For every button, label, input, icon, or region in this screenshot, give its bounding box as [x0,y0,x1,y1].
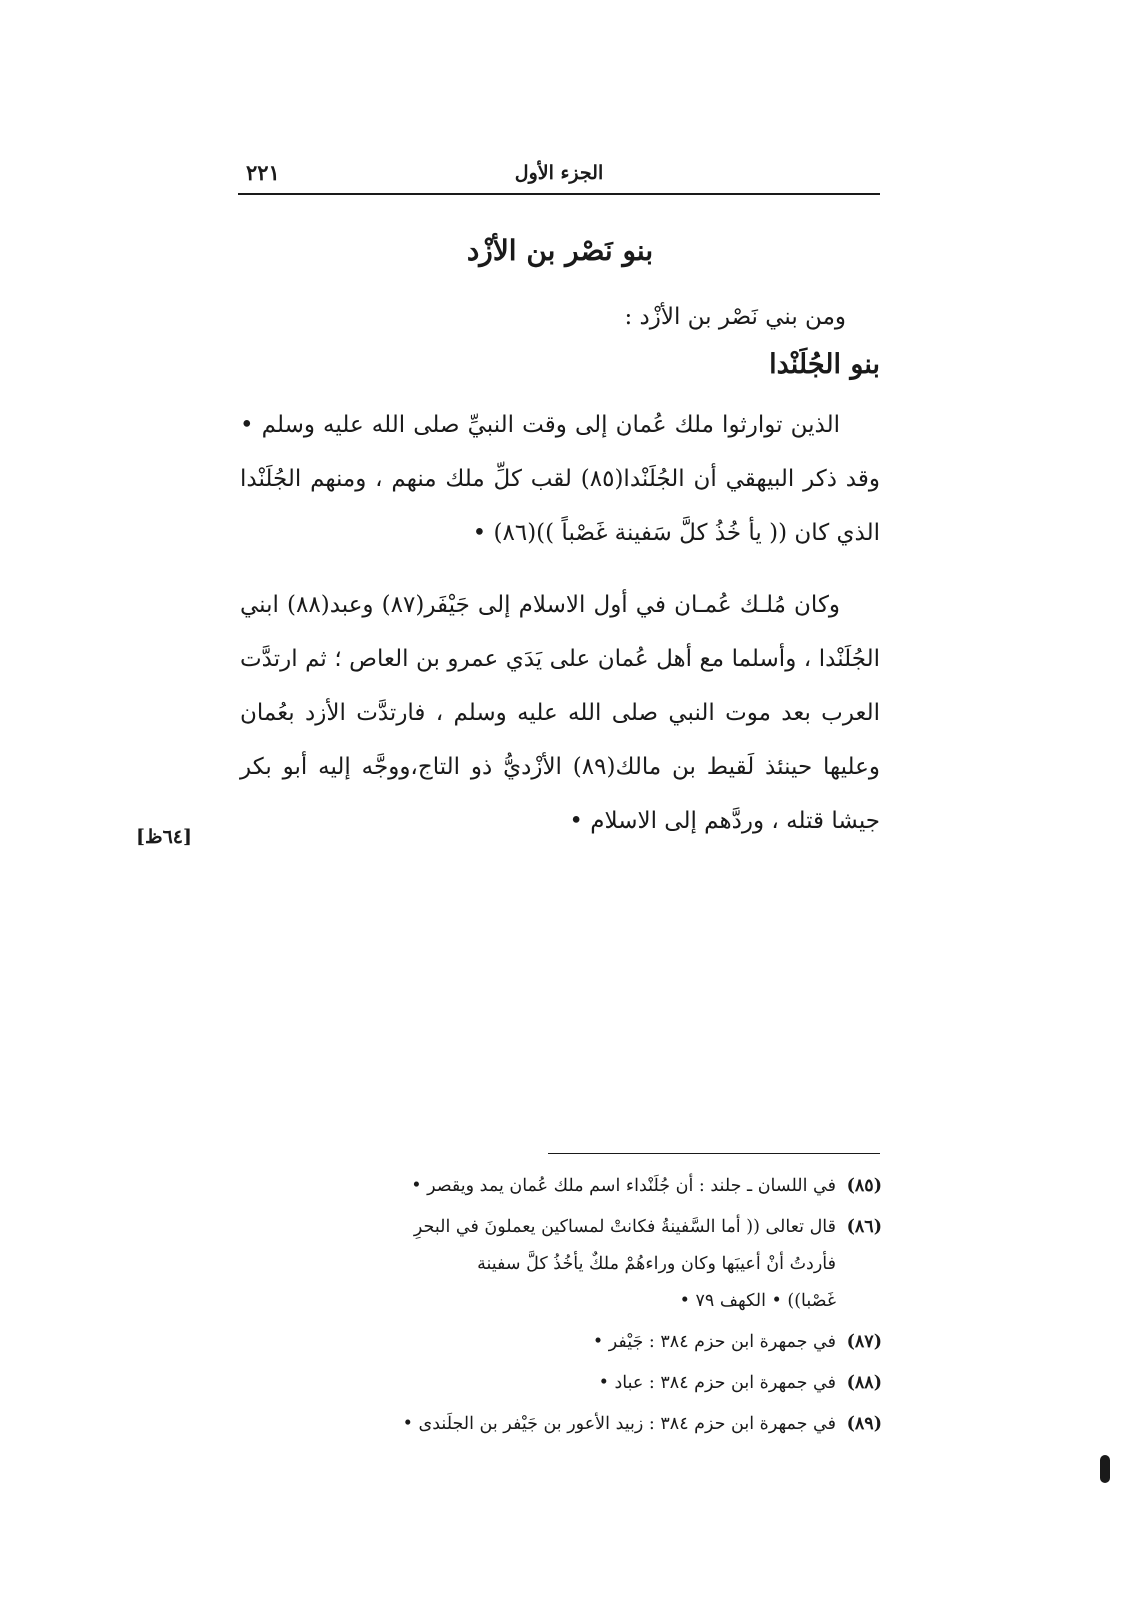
footnote-number: (٨٥) [846,1176,882,1196]
footnote-text [236,1324,836,1361]
intro-line: ومن بني نَصْر بن الأزْد : [624,304,846,330]
section-title: بنو نَصْر بن الأزْد [466,234,654,267]
footnote-line: في اللسان ـ جلند : أن جُلَنْداء اسم ملك عُمان يمد ويقصر • [411,1176,836,1196]
main-text [240,222,880,866]
footnote-line: فأردتُ أنْ أعيبَها وكان وراءهُمْ ملكٌ يأخُذُ كلَّ سفينة [477,1254,836,1274]
page-number: ٢٢١ [246,160,280,185]
footnote-text [236,1406,836,1443]
footnote-line: في جمهرة ابن حزم ٣٨٤ : زبيد الأعور بن جَيْفر بن الجلَندى • [402,1414,836,1434]
margin-folio-note: [٦٤ظ] [136,826,192,848]
footnote-number: (٨٨) [846,1373,882,1393]
footnote-line: غَصْبا)) • الكهف ٧٩ • [679,1291,836,1311]
footnote-rule [548,1153,880,1154]
footnote-number: (٨٩) [846,1414,882,1434]
paragraph: الذين توارثوا ملك عُمان إلى وقت النبيِّ صلى الله عليه وسلم • وقد ذكر البيهقي أن الجُلَنْدا(٨٥) لقب كلِّ ملك منهم ، ومنهم الجُلَنْدا الذي كان (( يأ خُذُ كلَّ سَفينة غَصْباً ))(٨٦) • [240,412,880,547]
footnotes [236,1168,882,1447]
footnote-text [236,1365,836,1402]
running-header [238,158,880,194]
footnote [236,1209,882,1320]
scan-edge-mark [1100,1455,1110,1483]
footnote-number: (٨٦) [846,1217,882,1237]
footnote-line: قال تعالى (( أما السَّفينةُ فكانتْ لمساكين يعملونَ في البحرِ [413,1217,836,1237]
footnote-line: في جمهرة ابن حزم ٣٨٤ : جَيْفر • [592,1332,836,1352]
footnote [236,1406,882,1443]
header-title: الجزء الأول [514,162,604,184]
header-rule [238,193,880,195]
footnote-number: (٨٧) [846,1332,882,1352]
footnote [236,1324,882,1361]
footnote-text [236,1168,836,1205]
footnote-line: في جمهرة ابن حزم ٣٨٤ : عباد • [598,1373,836,1393]
paragraph: وكان مُلـك عُمـان في أول الاسلام إلى جَيْفَر(٨٧) وعبد(٨٨) ابني الجُلَنْدا ، وأسلما مع أهل عُمان على يَدَي عمرو بن العاص ؛ ثم ارتدَّت العرب بعد موت النبي صلى الله عليه وسلم ، فارتدَّت الأزد بعُمان وعليها حينئذ لَقيط بن مالك(٨٩) الأزْديُّ ذو التاج،ووجَّه إليه أبو بكر جيشا قتله ، وردَّهم إلى الاسلام • [240,592,881,835]
footnote [236,1365,882,1402]
sub-heading: بنو الجُلَنْدا [769,349,880,381]
footnote-text [236,1209,836,1320]
footnote [236,1168,882,1205]
